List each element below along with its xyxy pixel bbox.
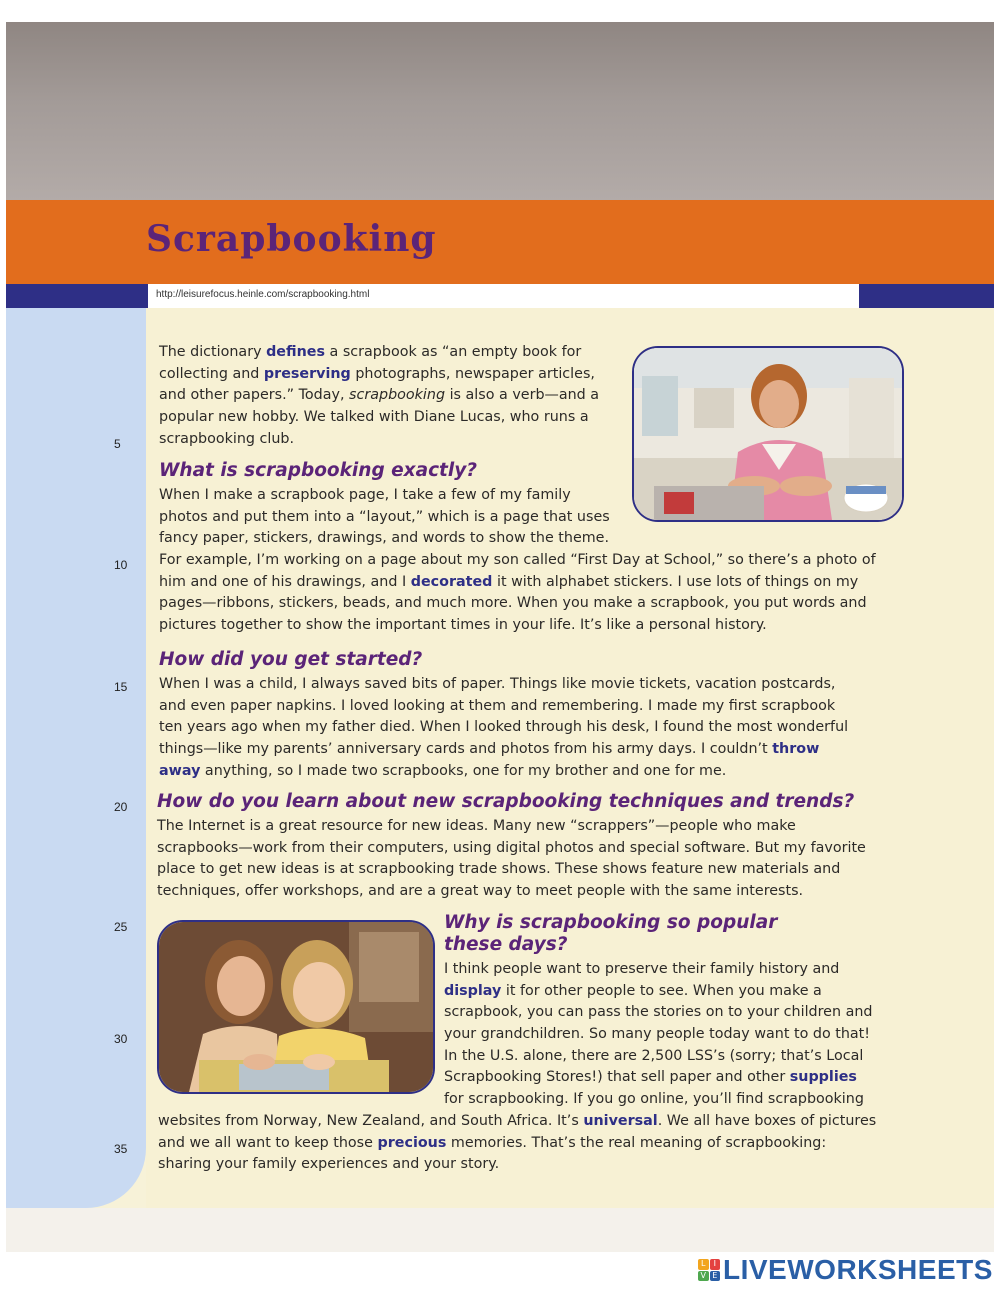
text-line [159,364,599,386]
text-line [159,717,848,739]
url-link[interactable]: http://leisurefocus.heinle.com/scrapbooking.html [156,289,370,300]
text-run: place to get new ideas is at scrapbooking trade shows. These shows feature new materials and [157,861,841,878]
text-run: and we all want to keep those [158,1134,378,1151]
vocabulary-word: away [159,762,201,779]
text-line [444,1067,872,1089]
line-number-15: 15 [114,680,128,694]
line-number-20: 20 [114,800,128,814]
vocabulary-word: throw [772,741,820,758]
text-line [159,674,848,696]
page [6,22,994,1252]
url-bar-right-accent [859,284,994,308]
text-run: techniques, offer workshops, and are a great way to meet people with the same interests. [157,883,804,900]
text-line [157,838,866,860]
text-run: When I make a scrapbook page, I take a few of my family [159,487,571,503]
text-run: anything, so I made two scrapbooks, one for my brother and one for me. [200,762,727,779]
line-number-5: 5 [114,437,121,451]
text-run: When I was a child, I always saved bits of paper. Things like movie tickets, vacation postcards, [159,676,836,692]
text-run: memories. That’s the real meaning of scrapbooking: [446,1134,827,1151]
text-run: scrapbook, you can pass the stories on to your children and [444,1004,873,1021]
text-line [158,1133,876,1155]
vocabulary-word: supplies [789,1069,857,1086]
text-line [444,981,872,1003]
text-line [159,550,876,572]
girls-photo [157,920,435,1094]
text-run: him and one of his drawings, and I [159,573,411,590]
text-run: pictures together to show the important times in your life. It’s like a personal history. [159,617,767,634]
liveworksheets-logo [698,1254,993,1286]
text-run: for scrapbooking. If you go online, you’ll find scrapbooking [444,1091,864,1108]
text-run: your grandchildren. So many people today want to do that! [444,1026,871,1043]
vocabulary-word: precious [377,1134,447,1151]
answer-2 [159,674,848,782]
line-number-35: 35 [114,1142,128,1156]
answer-4b [158,1111,876,1176]
question-1: What is scrapbooking exactly? [159,460,478,481]
text-run: The dictionary [159,344,267,360]
text-line [159,761,848,783]
text-run: In the U.S. alone, there are 2,500 LSS’s (sorry; that’s Local [444,1047,864,1064]
text-line [159,407,599,429]
text-run: scrapbooks—work from their computers, using digital photos and special software. But my favorite [157,839,866,856]
text-run: and even paper napkins. I loved looking at them and remembering. I made my first scrapbook [159,697,836,714]
text-line [159,342,599,364]
text-run: a scrapbook as “an empty book for [325,344,582,360]
question-2: How did you get started? [159,649,423,670]
vocabulary-word: defines [266,344,325,360]
text-line [159,429,599,451]
text-line [444,1002,872,1024]
text-run: websites from Norway, New Zealand, and South Africa. It’s [158,1113,584,1129]
line-number-margin [6,308,146,1208]
text-line [158,1111,876,1133]
text-line [159,528,876,550]
text-line [159,485,876,507]
text-run: I think people want to preserve their family history and [444,961,840,977]
text-line [159,696,848,718]
liveworksheets-wordmark: LIVEWORKSHEETS [723,1254,993,1285]
line-number-25: 25 [114,920,128,934]
answer-1 [159,485,876,637]
text-run: photos and put them into a “layout,” which is a page that uses [159,508,610,525]
text-line [159,385,599,407]
text-line [157,859,866,881]
url-bar-left-accent [6,284,148,308]
text-line [159,739,848,761]
answer-4a [444,959,872,1111]
text-run: ten years ago when my father died. When I looked through his desk, I found the most wonderful [159,719,849,736]
text-line [157,816,866,838]
page-footer-strip [6,1208,994,1252]
text-run: photographs, newspaper articles, [350,365,595,382]
question-4-line-1: Why is scrapbooking so popular [444,912,778,933]
text-line [159,572,876,594]
vocabulary-word: preserving [263,365,351,382]
text-line [159,593,876,615]
text-line [159,507,876,529]
text-line [159,615,876,637]
text-line [444,1089,872,1111]
text-run: and other papers.” Today, [159,387,350,404]
text-run: For example, I’m working on a page about my son called “First Day at School,” so there’s a photo of [159,552,876,569]
text-run: it for other people to see. When you make a [501,982,822,999]
question-3: How do you learn about new scrapbooking techniques and trends? [157,791,855,812]
text-run: sharing your family experiences and your story. [158,1156,500,1173]
text-run: Scrapbooking Stores!) that sell paper and other [444,1069,790,1086]
answer-3 [157,816,866,903]
question-4-line-2: these days? [444,934,568,955]
text-run: it with alphabet stickers. I use lots of things on my [492,573,859,590]
text-run: collecting and [159,365,264,382]
line-number-10: 10 [114,558,128,572]
question-4 [444,912,777,956]
vocabulary-word: display [444,982,502,999]
text-run: things—like my parents’ anniversary cards and photos from his army days. I couldn’t [159,741,773,758]
vocabulary-word: decorated [410,573,493,590]
liveworksheets-icon: L I V E [698,1259,720,1281]
text-run: fancy paper, stickers, drawings, and words to show the theme. [159,530,610,547]
page-title: Scrapbooking [146,218,437,260]
intro-paragraph [159,342,599,450]
text-run: scrapbooking club. [159,430,295,447]
text-line [444,1024,872,1046]
text-line [444,1046,872,1068]
header-photo-strip [6,22,994,200]
text-run: . We all have boxes of pictures [657,1113,877,1129]
text-run: popular new hobby. We talked with Diane Lucas, who runs a [159,409,589,426]
text-run: The Internet is a great resource for new ideas. Many new “scrappers”—people who make [157,818,796,834]
text-run: pages—ribbons, stickers, beads, and much more. When you make a scrapbook, you put words and [159,595,867,612]
text-line [444,959,872,981]
text-line [158,1154,876,1176]
url-bar [148,284,859,310]
text-line [157,881,866,903]
vocabulary-word: universal [583,1113,658,1129]
text-run: is also a verb—and a [445,387,600,404]
italic-word: scrapbooking [349,387,446,404]
line-number-30: 30 [114,1032,128,1046]
